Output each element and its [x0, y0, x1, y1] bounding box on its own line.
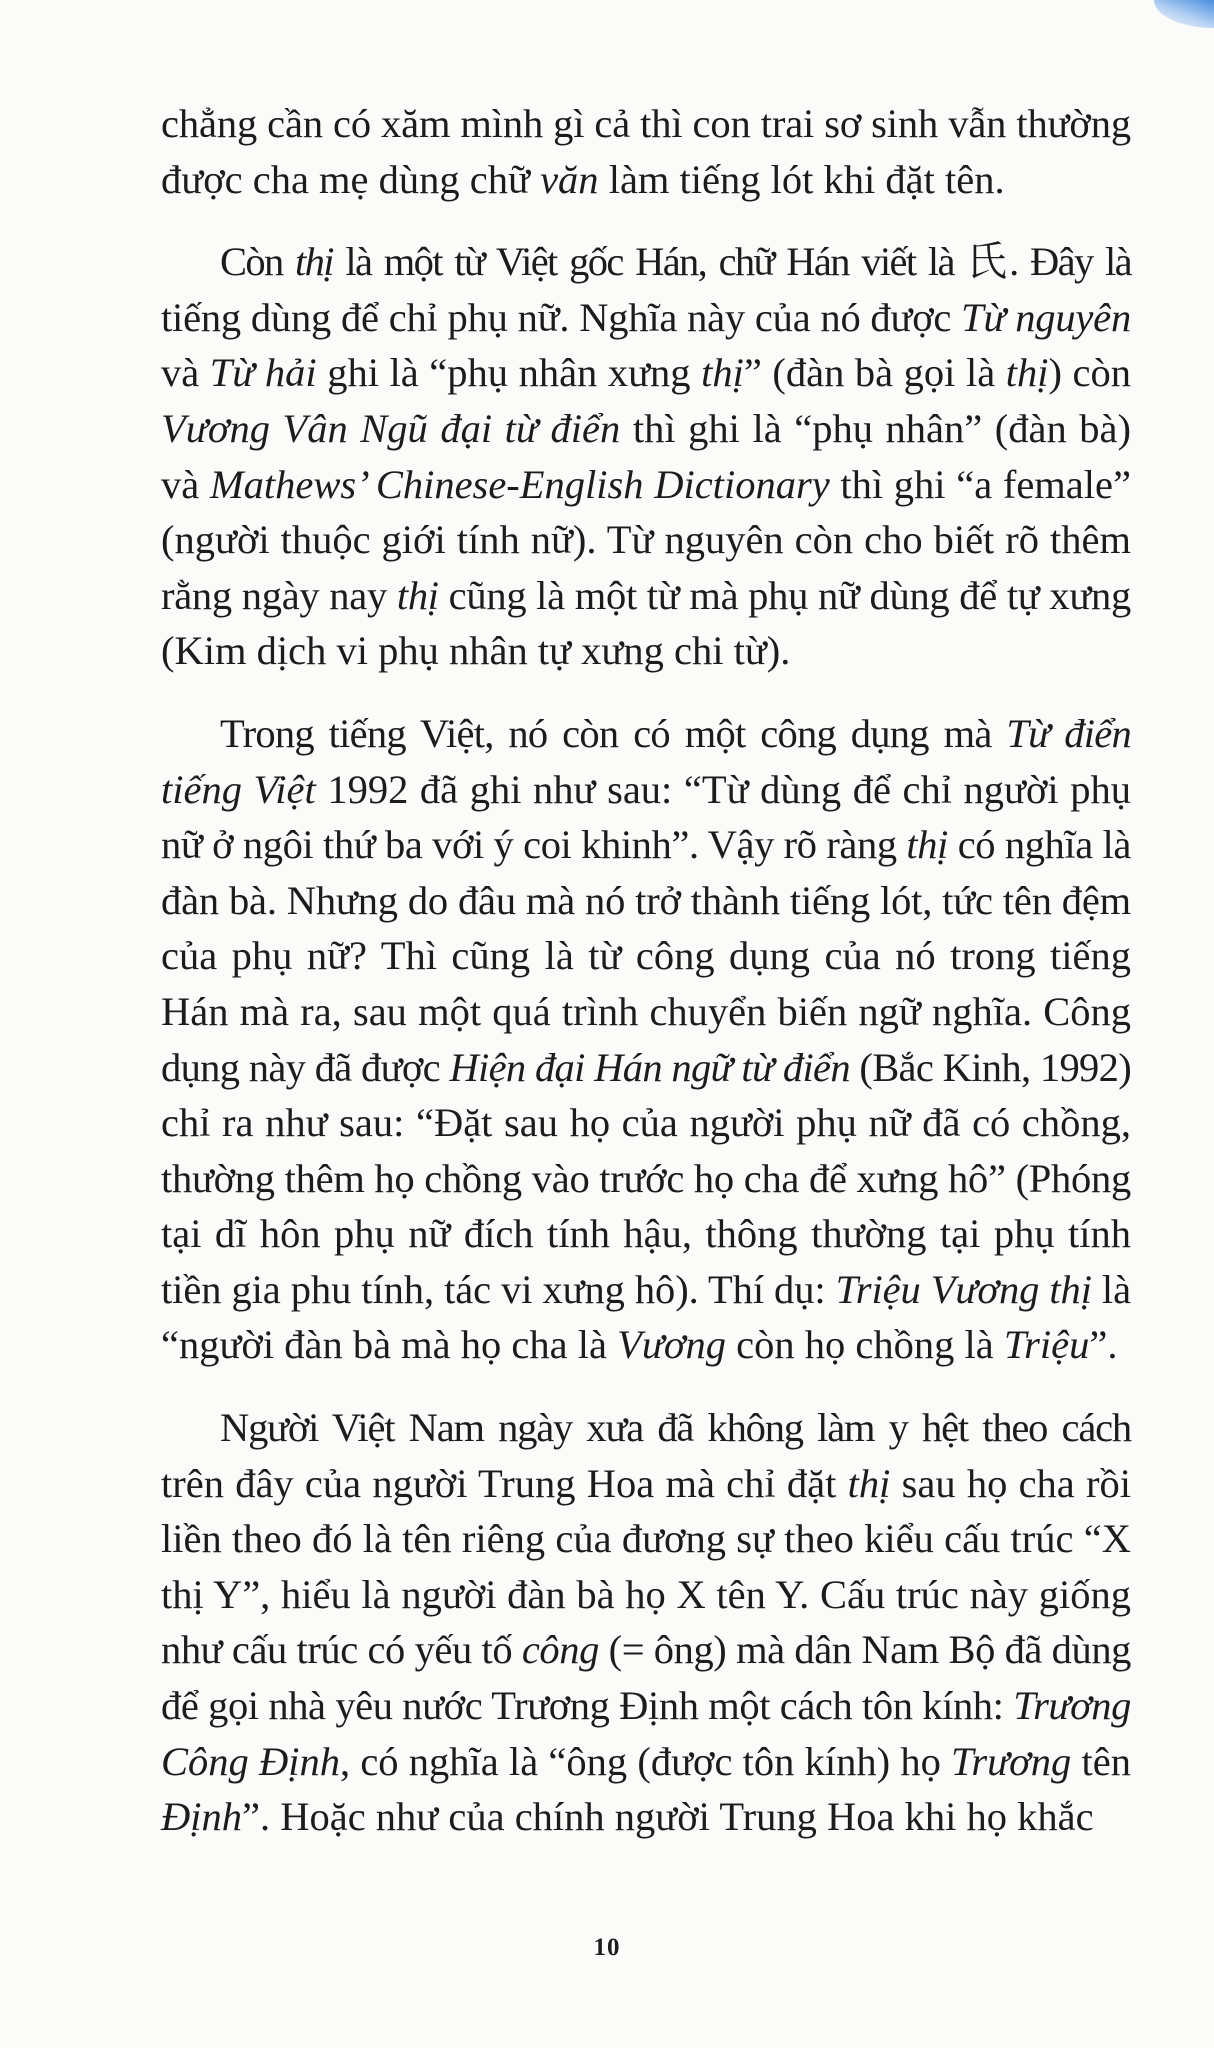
italic-text: tiếng Việt [161, 766, 316, 812]
text-line [161, 1317, 1131, 1373]
italic-text: thị [1005, 350, 1049, 396]
text-run: chẳng cần có xăm mình gì cả thì con trai sơ sinh vẫn thường [161, 101, 1131, 146]
italic-text: Hiện đại Hán ngữ từ điển [449, 1044, 850, 1090]
text-run: của phụ nữ? Thì cũng là từ công dụng của nó trong tiếng [161, 933, 1131, 979]
italic-text: Công Định [161, 1738, 340, 1784]
text-line [161, 1622, 1131, 1678]
text-run: và [161, 350, 210, 396]
italic-text: thị [295, 239, 333, 285]
text-run: để gọi nhà yêu nước Trương Định một cách tôn kính: [161, 1683, 1014, 1729]
text-run: thị Y”, hiểu là người đàn bà họ X tên Y. Cấu trúc này giống [161, 1571, 1131, 1617]
text-run: tại dĩ hôn phụ nữ đích tính hậu, thông thường tại phụ tính [161, 1211, 1131, 1257]
text-line [161, 1734, 1131, 1790]
body-text [161, 96, 1131, 1845]
text-run: tiếng dùng để chỉ phụ nữ. Nghĩa này của nó được [161, 294, 962, 340]
text-run: chỉ ra như sau: “Đặt sau họ của người phụ nữ đã có chồng, [161, 1100, 1131, 1146]
text-line [161, 1400, 1131, 1456]
italic-text: thị [906, 822, 948, 868]
text-run: tên [1071, 1738, 1132, 1784]
italic-text: Mathews’ Chinese-English Dictionary [209, 461, 830, 507]
italic-text: Triệu Vương thị [835, 1266, 1092, 1312]
corner-color-mark [1154, 0, 1214, 28]
text-run: trên đây của người Trung Hoa mà chỉ đặt [161, 1460, 848, 1506]
text-line [161, 457, 1131, 513]
text-line [161, 1789, 1131, 1845]
text-run: (= ông) mà dân Nam Bộ đã dùng [598, 1627, 1131, 1673]
text-line [161, 1567, 1131, 1623]
text-line [161, 873, 1131, 929]
text-run: ”. Hoặc như của chính người Trung Hoa khi họ khắc [242, 1794, 1094, 1840]
text-run: có nghĩa là [947, 822, 1131, 868]
italic-text: văn [540, 156, 599, 202]
text-run: thì ghi “a female” [829, 461, 1131, 507]
italic-text: công [521, 1627, 599, 1673]
text-run: còn họ chồng là [726, 1322, 1004, 1368]
italic-text: Trương [951, 1738, 1072, 1784]
page-number: 10 [593, 1934, 621, 1961]
text-run: liền theo đó là tên riêng của đương sự theo kiểu cấu trúc “X [161, 1516, 1131, 1562]
text-run: dụng này đã được [161, 1044, 450, 1090]
text-run: được cha mẹ dùng chữ [161, 156, 541, 202]
text-line [161, 1040, 1131, 1096]
text-line [161, 345, 1131, 401]
text-run: thường thêm họ chồng vào trước họ cha để xưng hô” (Phóng [161, 1155, 1131, 1201]
italic-text: Vương Vân Ngũ đại từ điển [161, 405, 621, 451]
text-run: thì ghi là “phụ nhân” (đàn bà) [620, 405, 1132, 451]
italic-text: Triệu [1003, 1322, 1090, 1368]
italic-text: Từ điển [1006, 710, 1131, 756]
text-run: là [1091, 1266, 1131, 1312]
paragraph [161, 706, 1131, 1373]
italic-text: Từ hải [209, 350, 317, 396]
text-run: sau họ cha rồi [890, 1460, 1131, 1506]
text-run: làm tiếng lót khi đặt tên. [598, 156, 1005, 202]
text-run: (Kim dịch vi phụ nhân tự xưng chi từ). [161, 628, 791, 674]
text-run: (người thuộc giới tính nữ). Từ nguyên còn cho biết rõ thêm [161, 517, 1131, 563]
text-line [161, 568, 1131, 624]
text-line [161, 1678, 1131, 1734]
italic-text: Trương [1013, 1683, 1131, 1729]
text-run: ) còn [1048, 350, 1131, 396]
text-run: ” (đàn bà gọi là [743, 350, 1006, 396]
text-run: ”. [1089, 1322, 1118, 1368]
paragraph [161, 234, 1131, 679]
text-run: Trong tiếng Việt, nó còn có một công dụng mà [220, 710, 1007, 756]
text-line [161, 928, 1131, 984]
text-run: ghi là “phụ nhân xưng [316, 350, 702, 396]
text-line [161, 1456, 1131, 1512]
text-line [161, 152, 1131, 208]
text-run: nữ ở ngôi thứ ba với ý coi khinh”. Vậy rõ ràng [161, 822, 907, 868]
paragraph [161, 1400, 1131, 1845]
text-run: , có nghĩa là “ông (được tôn kính) họ [339, 1738, 952, 1784]
text-line [161, 512, 1131, 568]
italic-text: Vương [617, 1322, 727, 1368]
text-line [161, 817, 1131, 873]
text-line [161, 96, 1131, 152]
text-line [161, 1206, 1131, 1262]
text-line [161, 706, 1131, 762]
text-run: 1992 đã ghi như sau: “Từ dùng để chỉ người phụ [315, 766, 1131, 812]
italic-text: Định [161, 1794, 242, 1840]
text-run: cũng là một từ mà phụ nữ dùng để tự xưng [438, 572, 1131, 618]
text-run: đàn bà. Nhưng do đâu mà nó trở thành tiếng lót, tức tên đệm [161, 877, 1131, 923]
text-line [161, 623, 1131, 679]
italic-text: thị [396, 572, 439, 618]
paragraph [161, 96, 1131, 207]
text-run: “người đàn bà mà họ cha là [161, 1322, 618, 1368]
text-run: rằng ngày nay [161, 572, 397, 618]
text-run: Người Việt Nam ngày xưa đã không làm y hệt theo cách [220, 1405, 1131, 1451]
text-run: là một từ Việt gốc Hán, chữ Hán viết là 氏. Đây là [332, 239, 1132, 285]
text-run: (Bắc Kinh, 1992) [849, 1044, 1132, 1090]
text-run: Còn [220, 239, 296, 285]
text-line [161, 401, 1131, 457]
italic-text: Từ nguyên [961, 294, 1131, 340]
text-line [161, 1095, 1131, 1151]
text-line [161, 1511, 1131, 1567]
text-line [161, 1151, 1131, 1207]
text-run: Hán mà ra, sau một quá trình chuyển biến ngữ nghĩa. Công [161, 988, 1131, 1034]
text-run: như cấu trúc có yếu tố [161, 1627, 522, 1673]
text-line [161, 290, 1131, 346]
text-line [161, 234, 1131, 290]
text-run: tiền gia phu tính, tác vi xưng hô). Thí dụ: [161, 1266, 836, 1312]
italic-text: thị [847, 1460, 891, 1506]
text-run: và [161, 461, 210, 507]
italic-text: thị [701, 350, 744, 396]
text-line [161, 762, 1131, 818]
text-line [161, 984, 1131, 1040]
text-line [161, 1262, 1131, 1318]
